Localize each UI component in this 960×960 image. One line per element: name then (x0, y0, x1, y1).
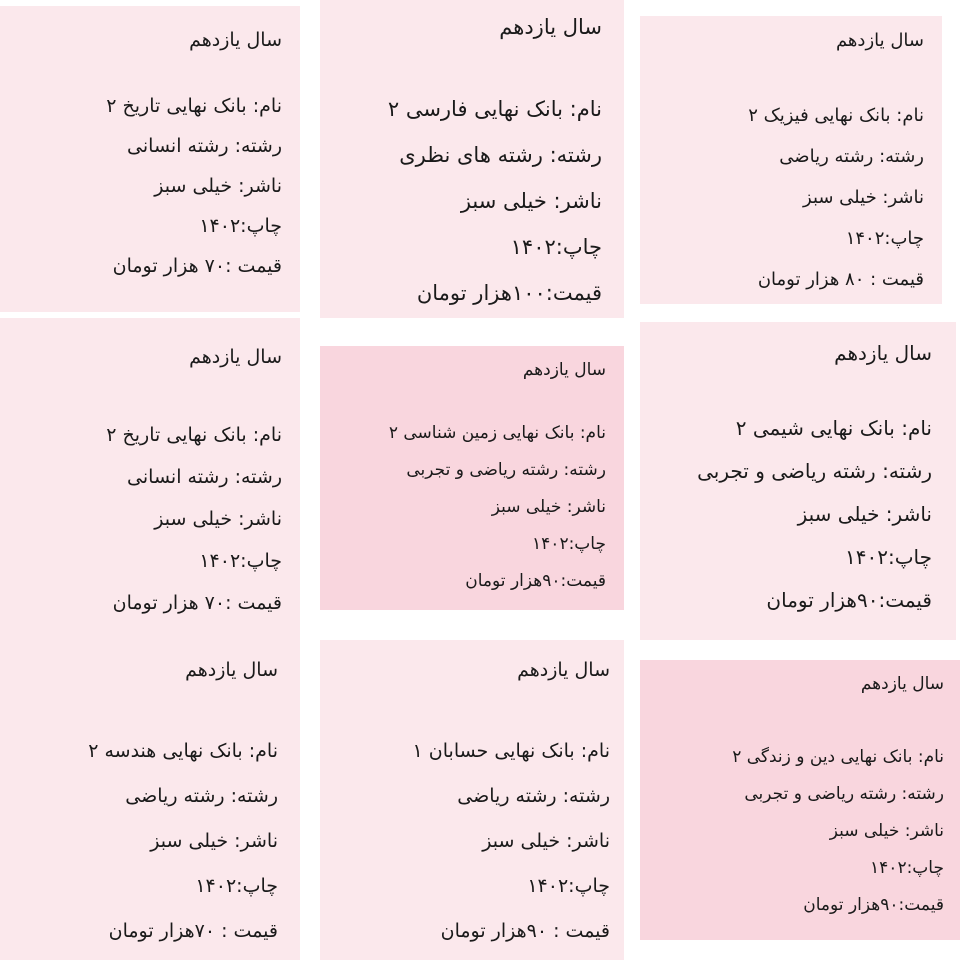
card-field: رشته: رشته ریاضی (457, 785, 610, 807)
book-card-history-2-b (0, 318, 300, 648)
book-card-physics-2 (640, 16, 942, 304)
book-card-farsi-2 (320, 0, 624, 318)
card-print: چاپ:۱۴۰۲ (870, 858, 944, 878)
card-price: قیمت :۷۰ هزار تومان (112, 255, 282, 277)
card-price: قیمت : ۹۰هزار تومان (440, 920, 610, 942)
card-name: نام: بانک نهایی تاریخ ۲ (106, 424, 282, 446)
card-print: چاپ:۱۴۰۲ (845, 545, 932, 569)
card-price: قیمت : ۸۰ هزار تومان (757, 269, 924, 290)
card-name: نام: بانک نهایی فیزیک ۲ (748, 105, 924, 126)
book-card-calculus-1 (320, 640, 624, 960)
card-year: سال یازدهم (834, 341, 932, 365)
card-name: نام: بانک نهایی زمین شناسی ۲ (388, 423, 606, 443)
card-print: چاپ:۱۴۰۲ (532, 534, 606, 554)
card-print: چاپ:۱۴۰۲ (527, 875, 610, 897)
card-print: چاپ:۱۴۰۲ (195, 875, 278, 897)
book-card-chemistry-2 (640, 322, 956, 640)
card-field: رشته: رشته ریاضی و تجربی (406, 460, 606, 480)
card-price: قیمت :۷۰ هزار تومان (112, 592, 282, 614)
card-field: رشته: رشته ریاضی (125, 785, 278, 807)
card-publisher: ناشر: خیلی سبز (803, 187, 924, 208)
card-year: سال یازدهم (835, 30, 924, 51)
card-price: قیمت:۹۰هزار تومان (766, 588, 932, 612)
card-field: رشته: رشته انسانی (127, 466, 282, 488)
card-year: سال یازدهم (522, 360, 606, 380)
card-name: نام: بانک نهایی هندسه ۲ (88, 740, 278, 762)
card-price: قیمت : ۷۰هزار تومان (108, 920, 278, 942)
card-year: سال یازدهم (185, 659, 278, 681)
card-publisher: ناشر: خیلی سبز (482, 830, 610, 852)
book-card-geology-2 (320, 346, 624, 610)
card-publisher: ناشر: خیلی سبز (829, 821, 944, 841)
book-card-geometry-2 (0, 648, 300, 960)
card-price: قیمت:۹۰هزار تومان (465, 571, 606, 591)
card-field: رشته: رشته ریاضی (779, 146, 924, 167)
card-name: نام: بانک نهایی دین و زندگی ۲ (732, 747, 944, 767)
card-year: سال یازدهم (189, 29, 282, 51)
card-field: رشته: رشته های نظری (399, 143, 602, 167)
card-field: رشته: رشته انسانی (127, 135, 282, 157)
card-publisher: ناشر: خیلی سبز (150, 830, 278, 852)
card-year: سال یازدهم (499, 15, 602, 39)
book-card-history-2 (0, 6, 300, 312)
card-name: نام: بانک نهایی تاریخ ۲ (106, 95, 282, 117)
card-publisher: ناشر: خیلی سبز (460, 189, 602, 213)
card-field: رشته: رشته ریاضی و تجربی (697, 459, 932, 483)
card-name: نام: بانک نهایی حسابان ۱ (412, 740, 610, 762)
card-print: چاپ:۱۴۰۲ (845, 228, 924, 249)
book-card-religion-2 (640, 660, 960, 940)
card-print: چاپ:۱۴۰۲ (199, 215, 282, 237)
card-publisher: ناشر: خیلی سبز (154, 175, 282, 197)
card-print: چاپ:۱۴۰۲ (199, 550, 282, 572)
card-year: سال یازدهم (189, 346, 282, 368)
card-publisher: ناشر: خیلی سبز (491, 497, 606, 517)
card-name: نام: بانک نهایی شیمی ۲ (735, 416, 932, 440)
card-price: قیمت:۱۰۰هزار تومان (416, 281, 602, 305)
card-field: رشته: رشته ریاضی و تجربی (744, 784, 944, 804)
card-price: قیمت:۹۰هزار تومان (803, 895, 944, 915)
card-publisher: ناشر: خیلی سبز (797, 502, 932, 526)
card-year: سال یازدهم (860, 674, 944, 694)
card-publisher: ناشر: خیلی سبز (154, 508, 282, 530)
card-name: نام: بانک نهایی فارسی ۲ (387, 97, 602, 121)
card-print: چاپ:۱۴۰۲ (510, 235, 602, 259)
card-year: سال یازدهم (517, 659, 610, 681)
